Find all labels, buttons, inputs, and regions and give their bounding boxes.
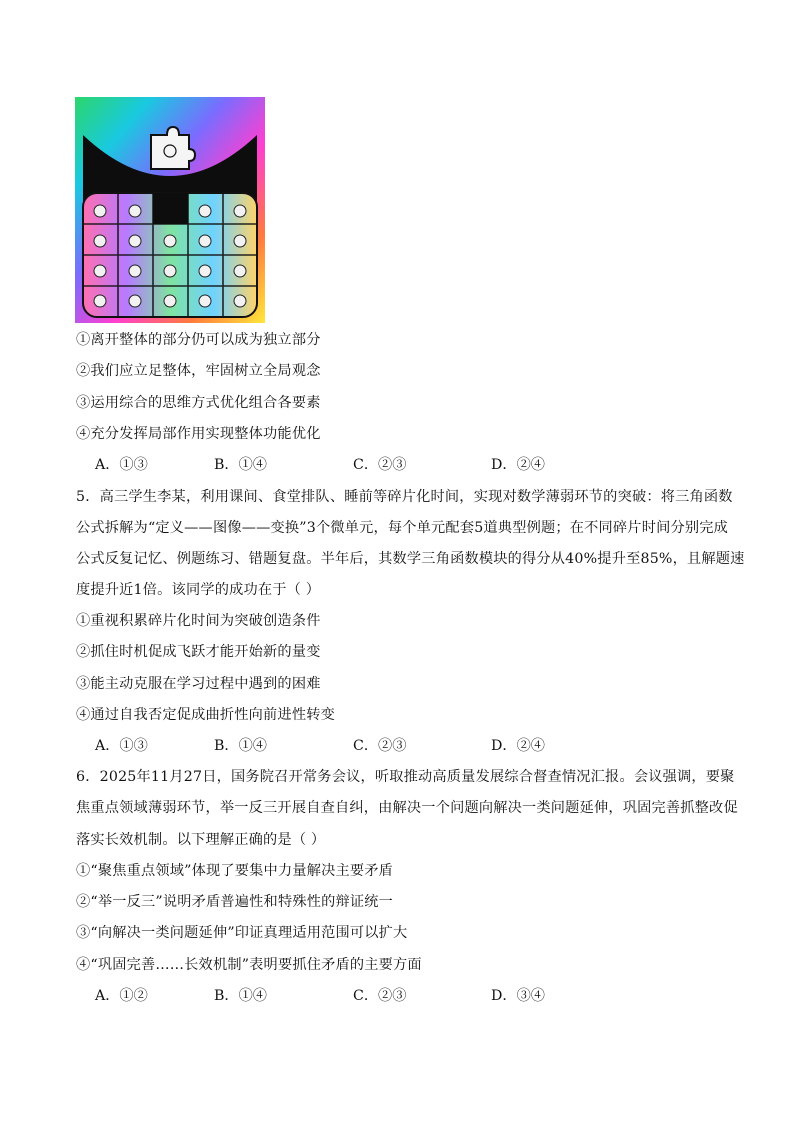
q4-statement-2: ②我们应立足整体，牢固树立全局观念	[76, 363, 321, 379]
puzzle-illustration	[75, 97, 265, 323]
q5-option-c[interactable]: C．②③	[353, 738, 407, 754]
q6-statement-2: ②“举一反三”说明矛盾普遍性和特殊性的辩证统一	[76, 894, 394, 910]
q6-option-a[interactable]: A．①②	[95, 988, 148, 1004]
q6-statement-4: ④“巩固完善……长效机制”表明要抓住矛盾的主要方面	[76, 957, 422, 973]
q4-statement-1: ①离开整体的部分仍可以成为独立部分	[76, 332, 321, 348]
q4-statement-4: ④充分发挥局部作用实现整体功能优化	[76, 426, 321, 442]
q4-option-d[interactable]: D．②④	[491, 457, 545, 473]
q4-option-b[interactable]: B．①④	[214, 457, 267, 473]
q5-option-a[interactable]: A．①③	[95, 738, 148, 754]
q4-option-a[interactable]: A．①③	[95, 457, 148, 473]
q6-stem-line-3: 落实长效机制。以下理解正确的是（ ）	[76, 832, 326, 848]
q5-statement-1: ①重视积累碎片化时间为突破创造条件	[76, 613, 321, 629]
q5-option-d[interactable]: D．②④	[491, 738, 545, 754]
q6-stem-line-2: 焦重点领域薄弱环节，举一反三开展自查自纠，由解决一个问题向解决一类问题延伸，巩固完善抓整改促	[76, 800, 738, 816]
q5-statement-4: ④通过自我否定促成曲折性向前进性转变	[76, 707, 335, 723]
q4-statement-3: ③运用综合的思维方式优化组合各要素	[76, 395, 321, 411]
q5-statement-2: ②抓住时机促成飞跃才能开始新的量变	[76, 644, 321, 660]
q4-option-c[interactable]: C．②③	[353, 457, 407, 473]
q5-statement-3: ③能主动克服在学习过程中遇到的困难	[76, 676, 321, 692]
q6-option-b[interactable]: B．①④	[214, 988, 267, 1004]
q6-statement-1: ①“聚焦重点领域”体现了要集中力量解决主要矛盾	[76, 863, 394, 879]
q5-stem-line-3: 公式反复记忆、例题练习、错题复盘。半年后，其数学三角函数模块的得分从40%提升至85%，且解题速	[76, 551, 745, 567]
q6-option-d[interactable]: D．③④	[491, 988, 545, 1004]
q5-stem-line-4: 度提升近1倍。该同学的成功在于（ ）	[76, 582, 321, 598]
q5-stem-line-2: 公式拆解为“定义——图像——变换”3个微单元，每个单元配套5道典型例题；在不同碎片时间分别完成	[76, 520, 729, 536]
q6-option-c[interactable]: C．②③	[353, 988, 407, 1004]
q6-statement-3: ③“向解决一类问题延伸”印证真理适用范围可以扩大	[76, 925, 408, 941]
q5-option-b[interactable]: B．①④	[214, 738, 267, 754]
q6-stem-line-1: 6．2025年11月27日，国务院召开常务会议，听取推动高质量发展综合督查情况汇报。会议强调，要聚	[76, 769, 735, 785]
q5-stem-line-1: 5．高三学生李某，利用课间、食堂排队、睡前等碎片化时间，实现对数学薄弱环节的突破：将三角函数	[76, 489, 733, 505]
